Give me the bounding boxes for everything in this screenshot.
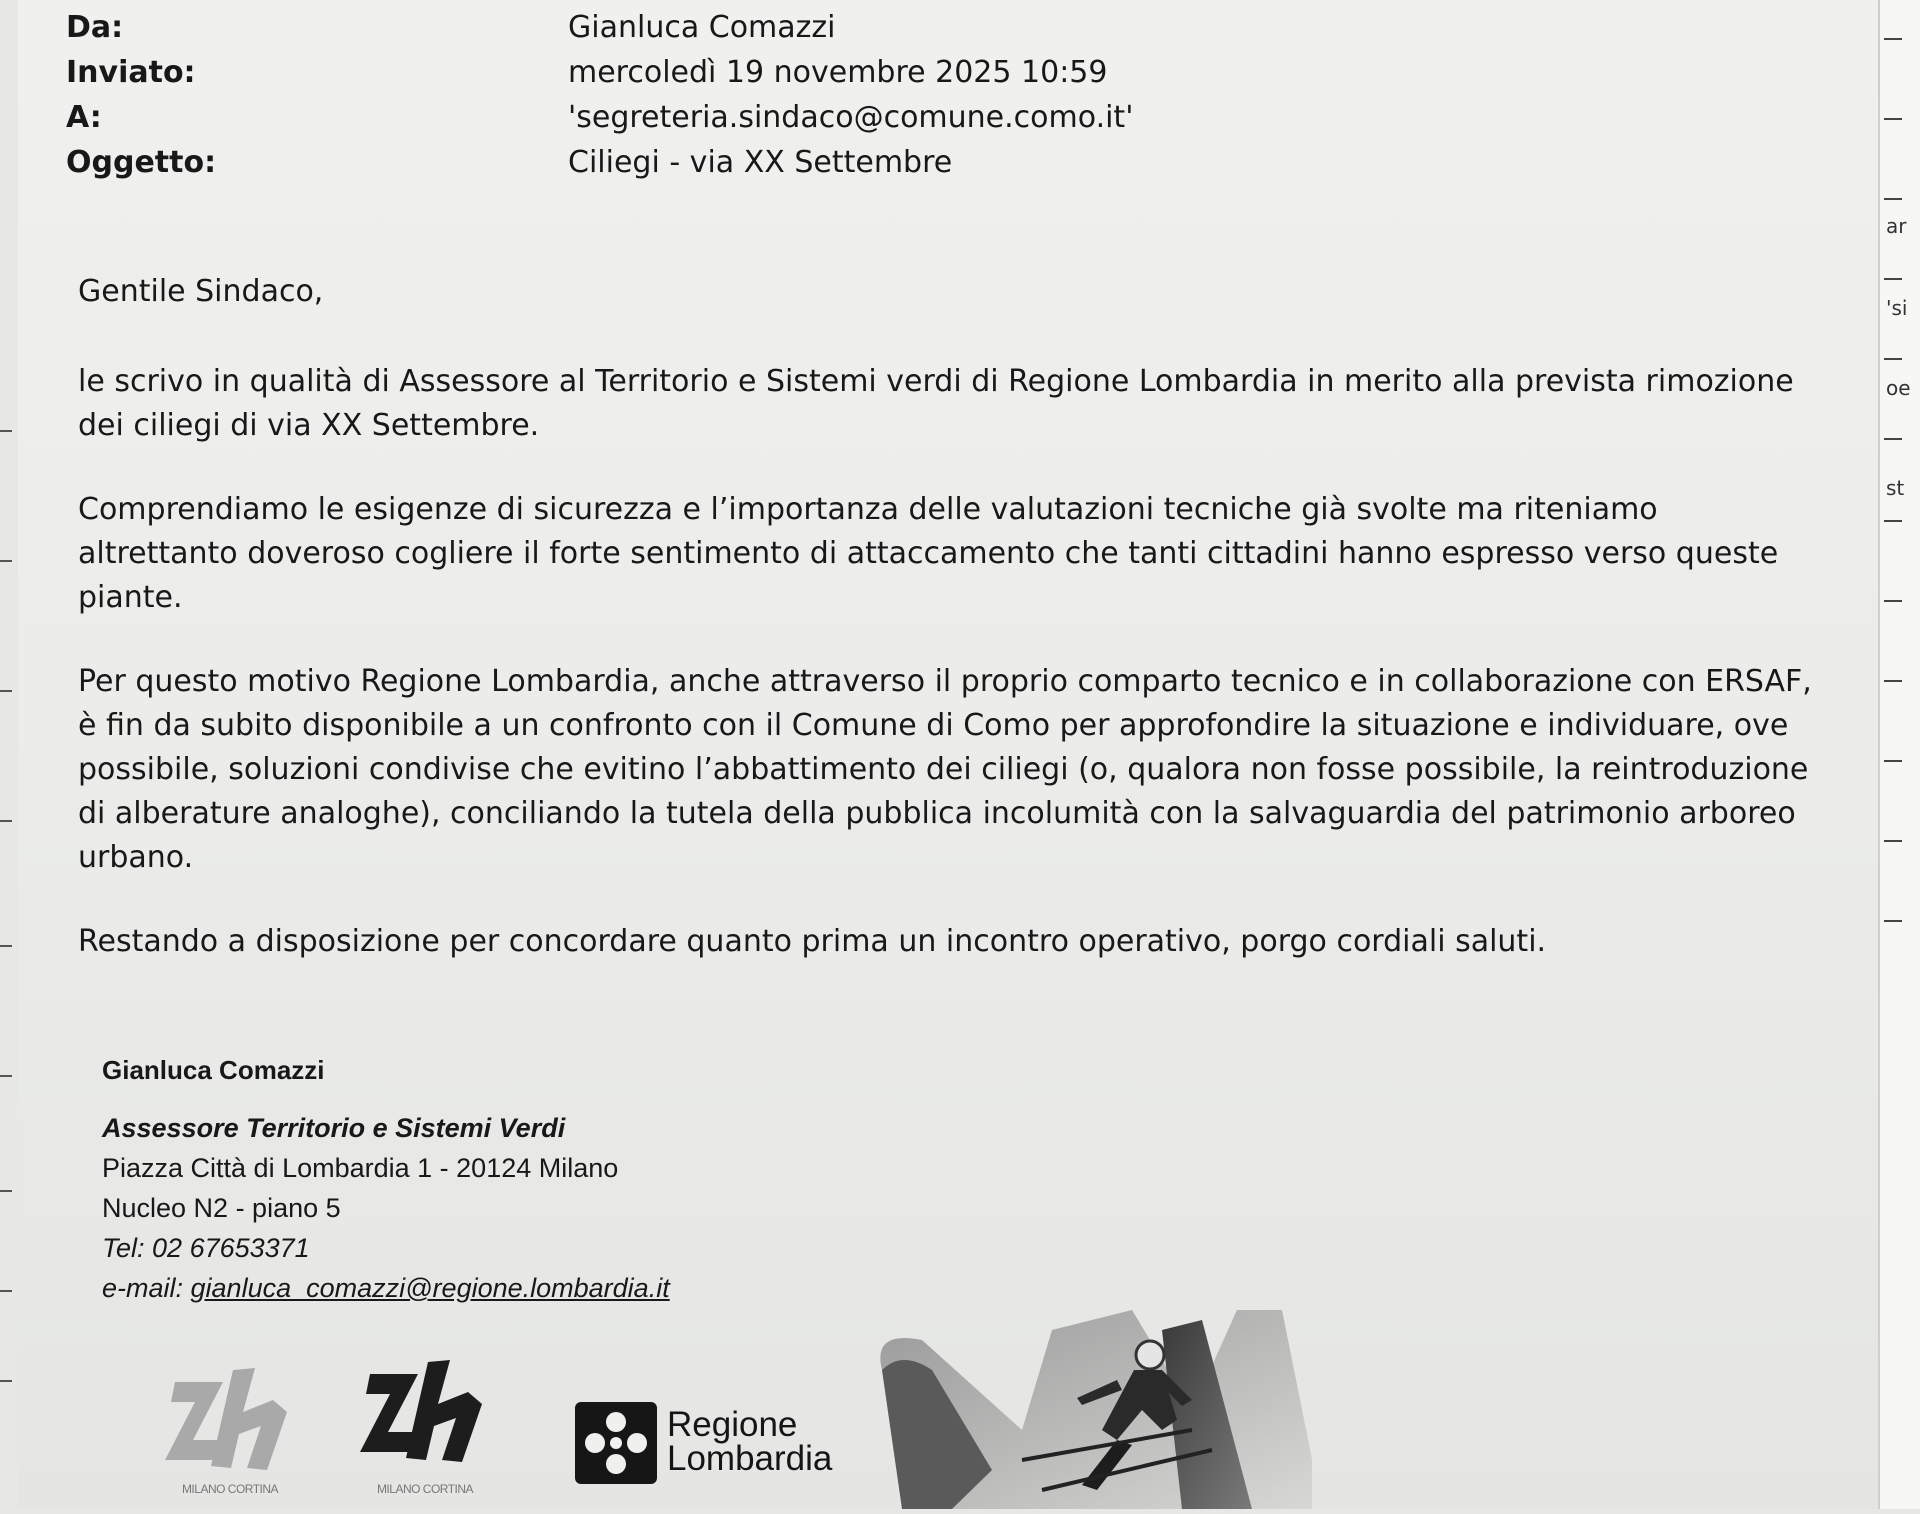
margin-fragment: 'si	[1886, 296, 1908, 320]
milano-cortina-logo-faded	[135, 1360, 325, 1514]
signature-address: Piazza Città di Lombardia 1 - 20124 Milano	[102, 1153, 619, 1183]
margin-fragment: oe	[1886, 376, 1911, 400]
sent-value: mercoledì 19 novembre 2025 10:59	[568, 55, 1108, 90]
milano-cortina-logo	[330, 1352, 520, 1506]
footer-logos	[0, 1300, 1400, 1509]
sent-label: Inviato:	[66, 55, 196, 90]
from-value: Gianluca Comazzi	[568, 10, 836, 45]
to-value: 'segreteria.sindaco@comune.como.it'	[568, 100, 1134, 135]
lombardia-text: Lombardia	[667, 1439, 833, 1478]
signature-name: Gianluca Comazzi	[102, 1055, 325, 1085]
letter-body	[78, 270, 1818, 1004]
body-paragraph: Comprendiamo le esigenze di sicurezza e l’importanza delle valutazioni tecniche già svolte ma riteniamo altrettanto doveroso cogliere il forte sentimento di attaccamento che tanti cittadini hanno espresso verso queste piante.	[78, 492, 1779, 615]
signature-role: Assessore Territorio e Sistemi Verdi	[102, 1113, 566, 1143]
body-paragraph: Restando a disposizione per concordare quanto prima un incontro operativo, porgo cordiali saluti.	[78, 924, 1547, 959]
signature-office: Nucleo N2 - piano 5	[102, 1193, 341, 1223]
regione-lombardia-logo	[575, 1402, 833, 1488]
regione-text: Regione	[667, 1405, 798, 1444]
olympic-skier-graphic	[862, 1310, 1312, 1509]
regione-lombardia-wordmark	[667, 1405, 833, 1478]
body-paragraph: le scrivo in qualità di Assessore al Territorio e Sistemi verdi di Regione Lombardia in merito alla prevista rimozione dei ciliegi di via XX Settembre.	[78, 364, 1794, 443]
email-label: e-mail:	[102, 1273, 184, 1303]
milano-cortina-caption: MILANO CORTINA	[376, 1482, 474, 1496]
from-label: Da:	[66, 10, 124, 45]
subject-label: Oggetto:	[66, 145, 217, 180]
adjacent-page-strip	[1878, 0, 1920, 1509]
margin-fragment: st	[1886, 476, 1905, 500]
to-label: A:	[66, 100, 102, 135]
subject-value: Ciliegi - via XX Settembre	[568, 145, 953, 180]
signature-tel: Tel: 02 67653371	[102, 1233, 310, 1263]
regione-lombardia-rose-icon	[575, 1402, 657, 1484]
body-paragraph: Per questo motivo Regione Lombardia, anche attraverso il proprio comparto tecnico e in collaborazione con ERSAF, è fin da subito disponibile a un confronto con il Comune di Como per approfondire la situazione e individuare, ove possibile, soluzioni condivise che evitino l’abbattimento dei ciliegi (o, qualora non fosse possibile, la reintroduzione di alberature analoghe), conciliando la tutela della pubblica incolumità con la salvaguardia del patrimonio arboreo urbano.	[78, 664, 1812, 875]
margin-fragment: ar	[1886, 214, 1907, 238]
signature-block	[102, 1055, 670, 1308]
greeting: Gentile Sindaco,	[78, 274, 324, 309]
milano-cortina-caption: MILANO CORTINA	[181, 1482, 279, 1496]
signature-email-link[interactable]: gianluca_comazzi@regione.lombardia.it	[190, 1273, 670, 1303]
milano-cortina-emblem-icon	[330, 1352, 520, 1502]
